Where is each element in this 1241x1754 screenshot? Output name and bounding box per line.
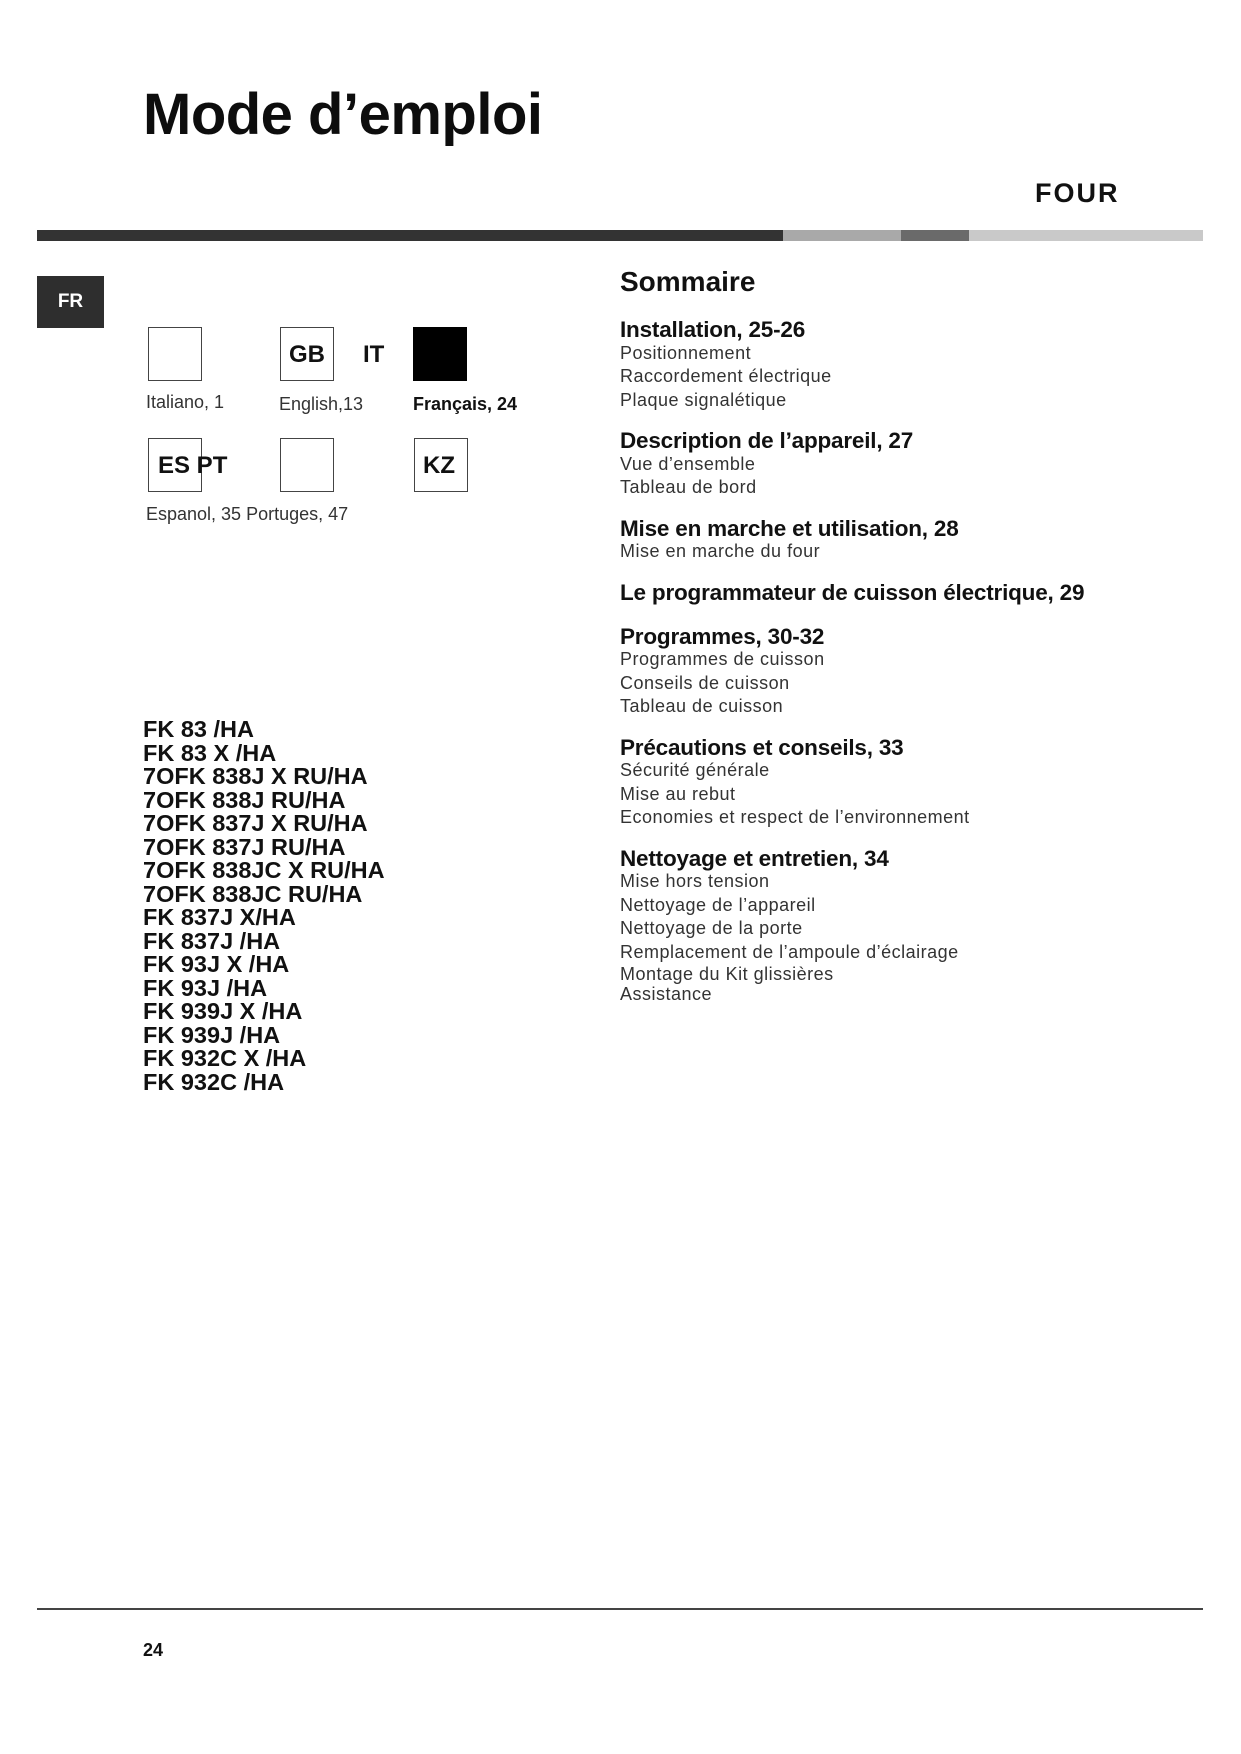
toc-section-mise-en-marche — [620, 517, 1220, 564]
toc-item: Programmes de cuisson — [620, 649, 825, 670]
toc-heading: Nettoyage et entretien, 34 — [620, 845, 889, 871]
header-bar-segment — [37, 230, 783, 241]
flag-code-es-pt: ES PT — [158, 452, 228, 479]
toc-section-description — [620, 429, 1220, 500]
toc-section-programmes — [620, 625, 1220, 719]
model-item: FK 939J X /HA — [143, 998, 303, 1024]
toc-item: Assistance — [620, 984, 713, 1005]
model-item: FK 83 /HA — [143, 716, 254, 742]
model-item: 7OFK 838JC X RU/HA — [143, 857, 385, 883]
toc-item: Tableau de bord — [620, 477, 757, 498]
toc-section-nettoyage — [620, 847, 1220, 1005]
model-item: FK 93J /HA — [143, 974, 268, 1001]
toc-section-programmateur — [620, 581, 1220, 605]
flag-code-kz: KZ — [423, 452, 455, 479]
model-item: 7OFK 838J X RU/HA — [143, 763, 368, 789]
toc-item: Nettoyage de la porte — [620, 918, 803, 939]
toc-heading: Description de l’appareil, 27 — [620, 428, 914, 454]
toc-item: Plaque signalétique — [620, 389, 787, 410]
language-label-espanol-portuges: Espanol, 35 Portuges, 47 — [146, 504, 349, 524]
flag-box-pt — [280, 438, 334, 492]
language-label-english: English,13 — [279, 394, 364, 414]
toc-heading: Mise en marche et utilisation, 28 — [620, 515, 959, 541]
toc-item: Nettoyage de l’appareil — [620, 894, 816, 915]
model-list — [143, 718, 385, 1094]
toc-heading: Programmes, 30-32 — [620, 623, 825, 649]
flag-box-italiano — [148, 327, 202, 381]
toc-section-installation — [620, 318, 1220, 412]
toc-item: Mise hors tension — [620, 871, 770, 892]
toc-item: Montage du Kit glissières — [620, 964, 834, 985]
model-item: FK 837J X/HA — [143, 904, 296, 930]
toc-heading: Installation, 25-26 — [620, 317, 806, 342]
flag-code-gb: GB — [289, 341, 325, 368]
toc-item: Mise en marche du four — [620, 541, 821, 562]
model-item: FK 932C /HA — [143, 1068, 285, 1095]
header-bar-segment — [969, 230, 1203, 241]
flag-box-francais — [413, 327, 467, 381]
toc-section-precautions — [620, 736, 1220, 830]
toc-item: Remplacement de l’ampoule d’éclairage — [620, 941, 959, 962]
table-of-contents — [620, 268, 1220, 1021]
page-title: Mode d’emploi — [143, 82, 543, 147]
model-item: 7OFK 837J X RU/HA — [143, 810, 368, 836]
toc-item: Sécurité générale — [620, 760, 770, 781]
flag-code-it: IT — [363, 341, 385, 368]
toc-item: Raccordement électrique — [620, 366, 832, 387]
product-label: FOUR — [1035, 178, 1120, 208]
toc-item: Vue d’ensemble — [620, 453, 756, 474]
header-bar-segment — [901, 230, 969, 241]
toc-item: Positionnement — [620, 342, 752, 363]
page-number: 24 — [143, 1640, 164, 1660]
toc-heading: Le programmateur de cuisson électrique, 29 — [620, 579, 1085, 605]
model-item: 7OFK 838JC RU/HA — [143, 880, 363, 907]
language-label-italiano: Italiano, 1 — [146, 392, 225, 412]
model-item: FK 837J /HA — [143, 927, 281, 954]
toc-title: Sommaire — [620, 266, 756, 297]
toc-heading: Précautions et conseils, 33 — [620, 734, 904, 760]
footer-divider — [37, 1608, 1203, 1610]
model-item: 7OFK 838J RU/HA — [143, 786, 346, 813]
model-item: 7OFK 837J RU/HA — [143, 833, 346, 860]
toc-item: Mise au rebut — [620, 783, 736, 804]
toc-item: Conseils de cuisson — [620, 672, 790, 693]
toc-item: Tableau de cuisson — [620, 696, 784, 717]
header-bar-segment — [783, 230, 901, 241]
model-item: FK 932C X /HA — [143, 1045, 307, 1071]
model-item: FK 939J /HA — [143, 1021, 281, 1048]
language-label-francais: Français, 24 — [413, 394, 518, 414]
model-item: FK 83 X /HA — [143, 739, 277, 766]
toc-item: Economies et respect de l’environnement — [620, 807, 970, 828]
language-tab: FR — [37, 276, 104, 328]
model-item: FK 93J X /HA — [143, 951, 290, 977]
